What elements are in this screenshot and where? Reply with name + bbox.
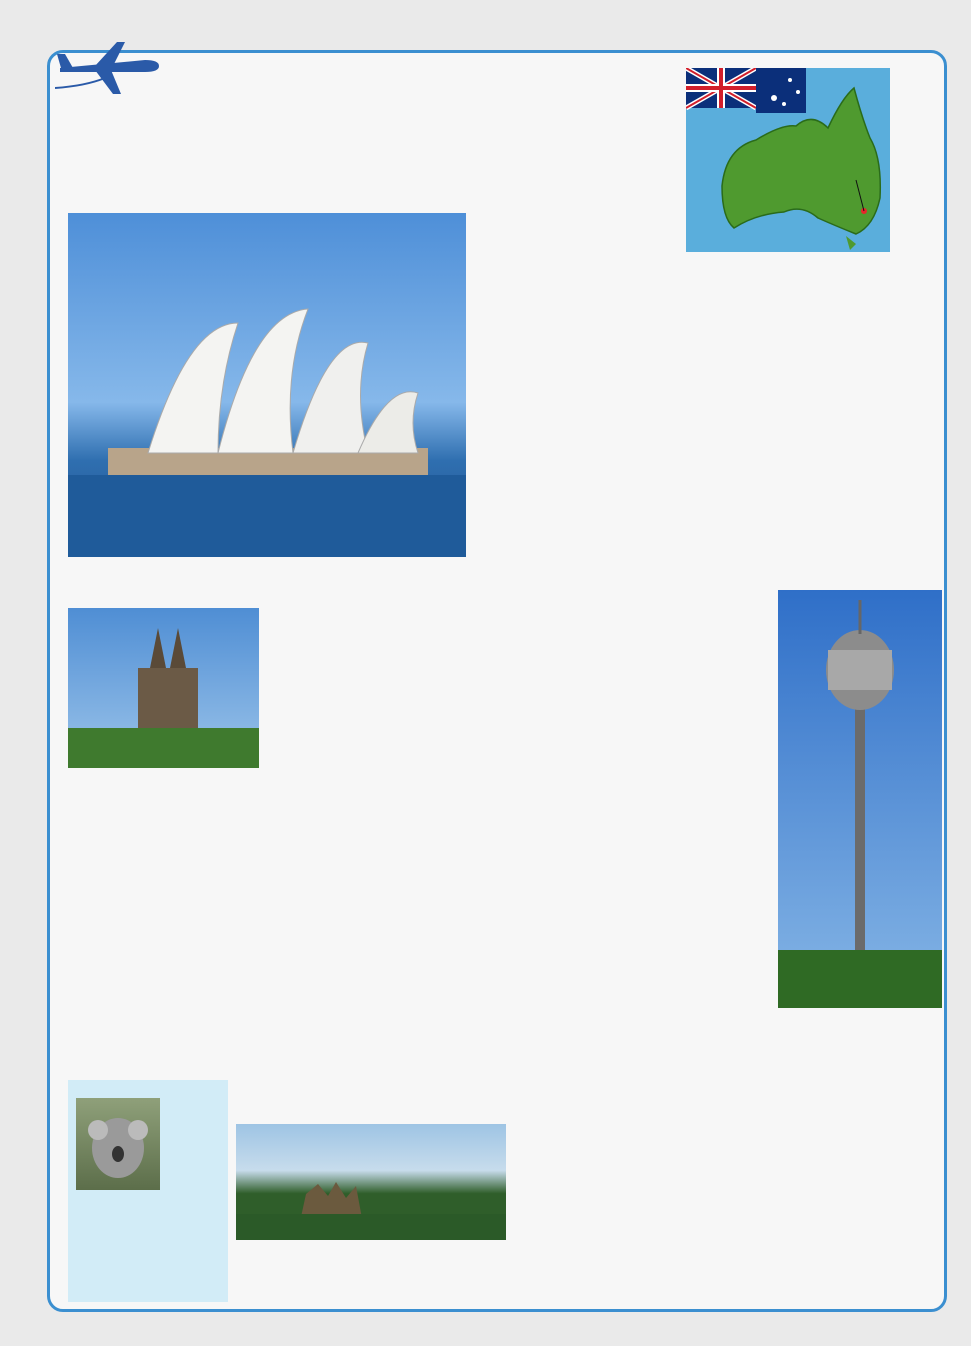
airplane-icon [55, 38, 165, 98]
section1-heading [858, 360, 885, 560]
sydney-tower-photo [778, 590, 942, 1008]
map-illustration [686, 68, 890, 252]
koala-photo [76, 1098, 160, 1190]
section3-column-main [68, 822, 452, 1072]
section3-column-sisters [516, 1020, 686, 1260]
opera-house-photo [68, 213, 466, 557]
section3-column-tour [690, 1020, 930, 1260]
section1-column-top [476, 360, 846, 572]
australia-map [686, 68, 890, 252]
section3-heading [456, 822, 483, 1022]
section1-column-opera [392, 590, 620, 808]
section1-column-tower-intro [272, 590, 388, 808]
blue-mountains-photo [236, 1124, 506, 1240]
guide-box [68, 1080, 228, 1302]
section1-column-mid [620, 590, 760, 808]
cathedral-photo [68, 608, 259, 768]
